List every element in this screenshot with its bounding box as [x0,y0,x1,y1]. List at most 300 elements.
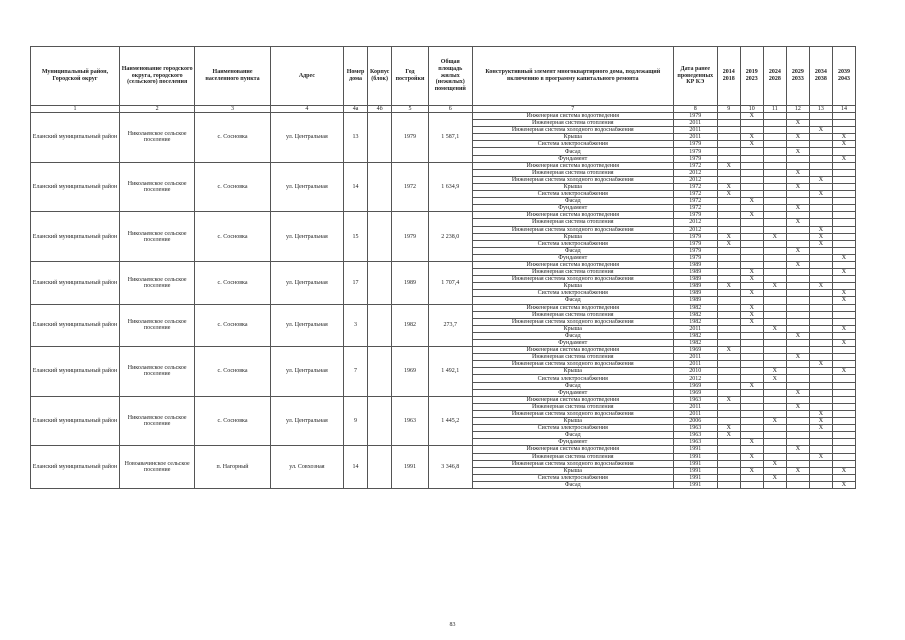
period-cell: X [740,276,763,283]
period-cell [809,325,832,332]
period-cell [832,446,855,453]
locality-cell: с. Сосновка [195,396,270,446]
column-header: 2034 2038 [809,47,832,106]
period-cell [809,304,832,311]
district-cell: Еланский муниципальный район [31,162,120,212]
column-header: Номер дома [344,47,368,106]
period-cell [717,318,740,325]
period-cell [786,375,809,382]
area-cell: 1 707,4 [428,261,472,304]
block-cell [368,113,392,163]
period-cell [832,205,855,212]
prior-repair-date-cell: 1972 [673,198,717,205]
column-number: 3 [195,106,270,113]
period-cell: X [740,304,763,311]
period-cell: X [832,340,855,347]
district-cell: Еланский муниципальный район [31,347,120,397]
table-row [31,446,856,453]
period-cell: X [763,325,786,332]
column-header: Наименование населенного пункта [195,47,270,106]
settlement-cell: Николаевское сельское поселение [119,113,194,163]
prior-repair-date-cell: 1982 [673,318,717,325]
prior-repair-date-cell: 1991 [673,446,717,453]
build-year-cell: 1991 [392,446,429,489]
period-cell [809,396,832,403]
period-cell [832,261,855,268]
period-cell [740,205,763,212]
column-number: 4б [368,106,392,113]
period-cell [763,297,786,304]
period-cell: X [832,290,855,297]
period-cell [717,382,740,389]
element-cell: Инженерная система водоотведения [472,347,673,354]
period-cell [717,361,740,368]
area-cell: 273,7 [428,304,472,347]
prior-repair-date-cell: 2011 [673,120,717,127]
period-cell [809,439,832,446]
period-cell [763,183,786,190]
period-cell [763,481,786,488]
period-cell [740,240,763,247]
period-cell [763,141,786,148]
period-cell [786,233,809,240]
column-header: Корпус (блок) [368,47,392,106]
period-cell [717,254,740,261]
prior-repair-date-cell: 1989 [673,283,717,290]
district-cell: Еланский муниципальный район [31,304,120,347]
element-cell: Фасад [472,481,673,488]
element-cell: Система электроснабжения [472,474,673,481]
period-cell [786,141,809,148]
period-cell [786,460,809,467]
period-cell [809,297,832,304]
period-cell: X [809,283,832,290]
period-cell [740,155,763,162]
period-cell [763,254,786,261]
prior-repair-date-cell: 1979 [673,113,717,120]
period-cell: X [809,226,832,233]
period-cell [763,155,786,162]
house-group [31,304,856,347]
house-number-cell: 7 [344,347,368,397]
locality-cell: п. Нагорный [195,446,270,489]
period-cell [740,120,763,127]
element-cell: Инженерная система водоотведения [472,304,673,311]
period-cell [786,410,809,417]
period-cell [809,340,832,347]
period-cell [832,120,855,127]
area-cell: 2 238,0 [428,212,472,262]
element-cell: Инженерная система водоотведения [472,162,673,169]
period-cell [832,233,855,240]
element-cell: Инженерная система отопления [472,354,673,361]
period-cell [740,396,763,403]
period-cell [717,460,740,467]
period-cell [832,176,855,183]
house-group [31,347,856,397]
prior-repair-date-cell: 1979 [673,247,717,254]
prior-repair-date-cell: 1969 [673,382,717,389]
period-cell [740,176,763,183]
period-cell: X [717,347,740,354]
district-cell: Еланский муниципальный район [31,212,120,262]
element-cell: Крыша [472,134,673,141]
house-number-cell: 14 [344,162,368,212]
element-cell: Крыша [472,183,673,190]
period-cell [740,162,763,169]
period-cell [832,332,855,339]
period-cell: X [740,290,763,297]
build-year-cell: 1982 [392,304,429,347]
element-cell: Фасад [472,148,673,155]
period-cell: X [786,247,809,254]
prior-repair-date-cell: 1963 [673,396,717,403]
period-cell [809,120,832,127]
period-cell [763,212,786,219]
column-header: Адрес [270,47,343,106]
settlement-cell: Николаевское сельское поселение [119,304,194,347]
period-cell [717,127,740,134]
period-cell: X [786,169,809,176]
prior-repair-date-cell: 1982 [673,332,717,339]
period-cell: X [717,162,740,169]
period-cell [786,240,809,247]
period-cell [717,368,740,375]
district-cell: Еланский муниципальный район [31,446,120,489]
period-cell [740,340,763,347]
period-cell: X [786,389,809,396]
prior-repair-date-cell: 2011 [673,403,717,410]
period-cell [809,162,832,169]
element-cell: Крыша [472,325,673,332]
period-cell [786,340,809,347]
period-cell [717,269,740,276]
period-cell [786,226,809,233]
period-cell [809,113,832,120]
element-cell: Система электроснабжения [472,290,673,297]
period-cell [717,439,740,446]
element-cell: Фасад [472,247,673,254]
period-cell [763,113,786,120]
period-cell [763,120,786,127]
prior-repair-date-cell: 1969 [673,347,717,354]
prior-repair-date-cell: 1963 [673,439,717,446]
block-cell [368,261,392,304]
period-cell [786,276,809,283]
prior-repair-date-cell: 2010 [673,368,717,375]
prior-repair-date-cell: 1972 [673,183,717,190]
period-cell [786,418,809,425]
element-cell: Система электроснабжения [472,191,673,198]
period-cell: X [786,332,809,339]
address-cell: ул. Совхозная [270,446,343,489]
element-cell: Фундамент [472,389,673,396]
period-cell [809,375,832,382]
period-cell [832,375,855,382]
period-cell [763,162,786,169]
period-cell [740,148,763,155]
period-cell [717,467,740,474]
period-cell [809,318,832,325]
element-cell: Инженерная система холодного водоснабжения [472,276,673,283]
period-cell: X [763,375,786,382]
period-cell [717,212,740,219]
period-cell [717,120,740,127]
period-cell [786,453,809,460]
prior-repair-date-cell: 1991 [673,467,717,474]
period-cell: X [717,191,740,198]
address-cell: ул. Центральная [270,304,343,347]
period-cell [763,169,786,176]
period-cell [809,183,832,190]
period-cell [786,254,809,261]
period-cell [740,354,763,361]
period-cell [832,453,855,460]
column-header: 2039 2043 [832,47,855,106]
period-cell: X [832,141,855,148]
period-cell [832,304,855,311]
prior-repair-date-cell: 2011 [673,325,717,332]
column-number: 12 [786,106,809,113]
period-cell [717,276,740,283]
period-cell [832,276,855,283]
prior-repair-date-cell: 1989 [673,290,717,297]
period-cell: X [786,403,809,410]
period-cell [740,283,763,290]
period-cell [717,410,740,417]
period-cell [763,304,786,311]
prior-repair-date-cell: 1979 [673,212,717,219]
period-cell: X [809,418,832,425]
period-cell: X [809,425,832,432]
period-cell [832,410,855,417]
period-cell [809,446,832,453]
capital-repair-table [30,46,856,489]
period-cell [809,403,832,410]
prior-repair-date-cell: 1979 [673,240,717,247]
period-cell [717,247,740,254]
element-cell: Фасад [472,382,673,389]
element-cell: Фасад [472,432,673,439]
period-cell [717,297,740,304]
period-cell: X [763,233,786,240]
period-cell [809,332,832,339]
period-cell [786,474,809,481]
period-cell [763,290,786,297]
period-cell [786,269,809,276]
period-cell [786,325,809,332]
period-cell [786,176,809,183]
period-cell: X [740,453,763,460]
settlement-cell: Николаевское сельское поселение [119,347,194,397]
period-cell [717,198,740,205]
period-cell [809,354,832,361]
element-cell: Крыша [472,418,673,425]
period-cell [832,148,855,155]
period-cell [717,418,740,425]
address-cell: ул. Центральная [270,261,343,304]
period-cell [832,425,855,432]
period-cell [717,311,740,318]
house-group [31,162,856,212]
period-cell [717,113,740,120]
period-cell [809,276,832,283]
period-cell [809,382,832,389]
house-number-cell: 9 [344,396,368,446]
column-header: Наименование городского округа, городского (сельского) поселения [119,47,194,106]
period-cell: X [809,410,832,417]
element-cell: Фундамент [472,439,673,446]
period-cell [763,361,786,368]
period-cell [740,219,763,226]
locality-cell: с. Сосновка [195,304,270,347]
period-cell [740,368,763,375]
period-cell [786,127,809,134]
period-cell: X [740,198,763,205]
period-cell [763,148,786,155]
area-cell: 3 346,8 [428,446,472,489]
period-cell [763,432,786,439]
period-cell: X [786,446,809,453]
period-cell [809,247,832,254]
period-cell [763,269,786,276]
period-cell [763,403,786,410]
period-cell [763,354,786,361]
period-cell [740,127,763,134]
prior-repair-date-cell: 1991 [673,460,717,467]
prior-repair-date-cell: 2012 [673,219,717,226]
period-cell: X [809,233,832,240]
period-cell [763,176,786,183]
element-cell: Инженерная система водоотведения [472,113,673,120]
period-cell: X [832,297,855,304]
build-year-cell: 1969 [392,347,429,397]
locality-cell: с. Сосновка [195,212,270,262]
period-cell [717,453,740,460]
period-cell [740,474,763,481]
period-cell [717,389,740,396]
prior-repair-date-cell: 1989 [673,269,717,276]
period-cell: X [832,155,855,162]
period-cell [832,169,855,176]
district-cell: Еланский муниципальный район [31,113,120,163]
element-cell: Инженерная система водоотведения [472,261,673,268]
period-cell: X [832,481,855,488]
period-cell: X [717,233,740,240]
period-cell: X [786,120,809,127]
period-cell [740,169,763,176]
period-cell [763,226,786,233]
period-cell [786,162,809,169]
period-cell: X [832,254,855,261]
build-year-cell: 1989 [392,261,429,304]
prior-repair-date-cell: 1991 [673,474,717,481]
period-cell [832,283,855,290]
column-number: 8 [673,106,717,113]
period-cell [832,439,855,446]
period-cell [832,191,855,198]
build-year-cell: 1979 [392,113,429,163]
period-cell [763,439,786,446]
block-cell [368,304,392,347]
period-cell: X [740,382,763,389]
period-cell [786,432,809,439]
period-cell: X [740,113,763,120]
column-header: 2029 2033 [786,47,809,106]
period-cell [832,418,855,425]
period-cell [832,354,855,361]
element-cell: Инженерная система отопления [472,169,673,176]
house-number-cell: 15 [344,212,368,262]
period-cell [809,198,832,205]
period-cell: X [786,354,809,361]
period-cell [809,311,832,318]
house-group [31,396,856,446]
element-cell: Система электроснабжения [472,375,673,382]
period-cell: X [763,474,786,481]
period-cell [809,205,832,212]
period-cell: X [740,467,763,474]
period-cell [809,432,832,439]
period-cell [832,311,855,318]
period-cell [809,219,832,226]
period-cell [809,155,832,162]
period-cell: X [740,439,763,446]
period-cell [740,347,763,354]
period-cell: X [786,467,809,474]
period-cell [786,198,809,205]
period-cell [740,254,763,261]
period-cell [763,240,786,247]
period-cell [763,425,786,432]
prior-repair-date-cell: 2012 [673,176,717,183]
period-cell [717,474,740,481]
period-cell: X [740,141,763,148]
column-number: 5 [392,106,429,113]
period-cell [809,481,832,488]
period-cell [717,155,740,162]
period-cell [763,453,786,460]
period-cell [809,269,832,276]
period-cell: X [832,368,855,375]
period-cell [740,247,763,254]
period-cell: X [763,283,786,290]
element-cell: Инженерная система холодного водоснабжения [472,176,673,183]
prior-repair-date-cell: 1982 [673,340,717,347]
period-cell [763,205,786,212]
period-cell [832,403,855,410]
table-row [31,212,856,219]
period-cell [717,481,740,488]
element-cell: Инженерная система отопления [472,269,673,276]
area-cell: 1 445,2 [428,396,472,446]
period-cell [740,361,763,368]
period-cell [832,474,855,481]
period-cell: X [809,453,832,460]
period-cell [786,304,809,311]
element-cell: Фундамент [472,340,673,347]
period-cell [740,325,763,332]
period-cell [763,247,786,254]
period-cell [717,205,740,212]
column-header: Год постройки [392,47,429,106]
period-cell: X [717,183,740,190]
area-cell: 1 634,9 [428,162,472,212]
period-cell [763,446,786,453]
period-cell: X [786,261,809,268]
period-cell [763,332,786,339]
locality-cell: с. Сосновка [195,261,270,304]
